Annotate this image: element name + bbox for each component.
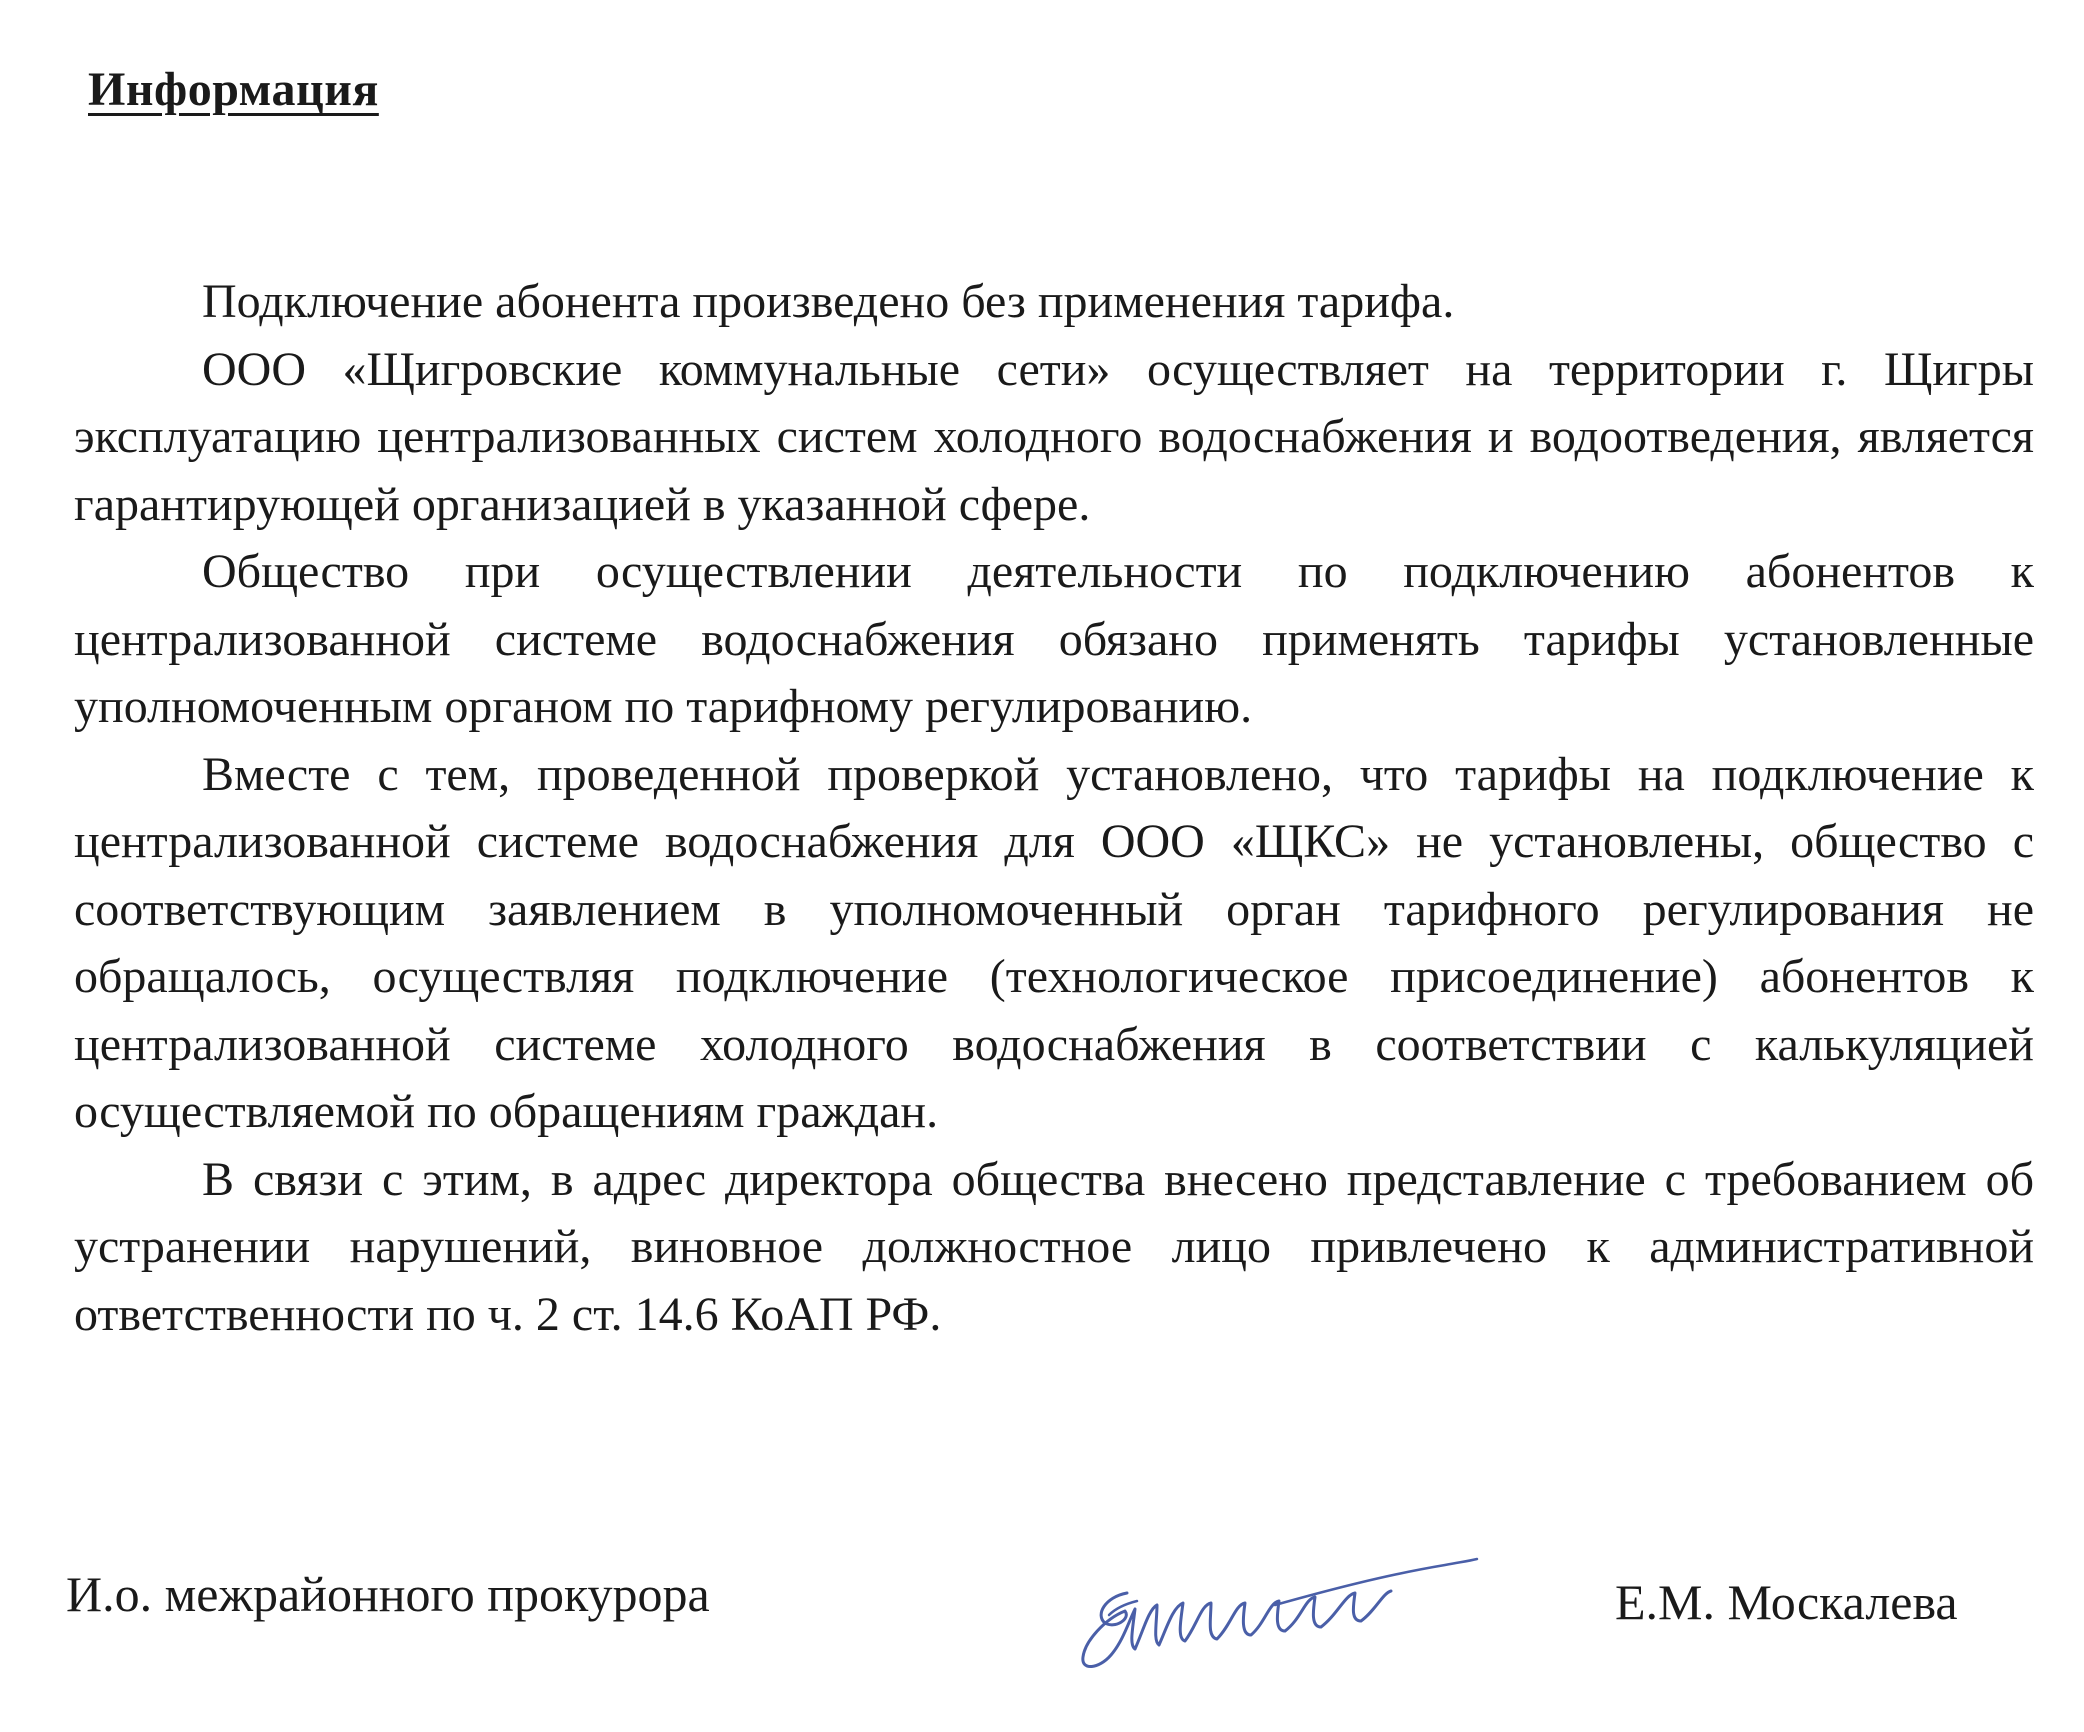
document-body — [74, 268, 2034, 1348]
paragraph-4: Вместе с тем, проведенной проверкой установлено, что тарифы на подключение к централизованной системе водоснабжения для ООО «ЩКС» не установлены, общество с соответствующим заявлением в уполномоченный орган тарифного регулирования не обращалось, осуществляя подключение (технологическое присоединение) абонентов к централизованной системе холодного водоснабжения в соответствии с калькуляцией осуществляемой по обращениям граждан. — [74, 747, 2034, 1138]
signer-name: Е.М. Москалева — [1615, 1574, 1958, 1630]
paragraph-5: В связи с этим, в адрес директора общества внесено представление с требованием об устранении нарушений, виновное должностное лицо привлечено к административной ответственности по ч. 2 ст. 14.6 КоАП РФ. — [74, 1152, 2034, 1341]
paragraph-3: Общество при осуществлении деятельности по подключению абонентов к централизованной системе водоснабжения обязано применять тарифы установленные уполномоченным органом по тарифному регулированию. — [74, 545, 2034, 733]
signature-block — [0, 1545, 2084, 1685]
handwritten-signature-icon — [1065, 1545, 1485, 1675]
paragraph-1: Подключение абонента произведено без применения тарифа. — [202, 275, 1455, 328]
paragraph-2: ООО «Щигровские коммунальные сети» осуществляет на территории г. Щигры эксплуатацию централизованных систем холодного водоснабжения и водоотведения, является гарантирующей организацией в указанной сфере. — [74, 342, 2034, 531]
document-heading: Информация — [88, 63, 379, 116]
signer-title: И.о. межрайонного прокурора — [66, 1566, 710, 1622]
